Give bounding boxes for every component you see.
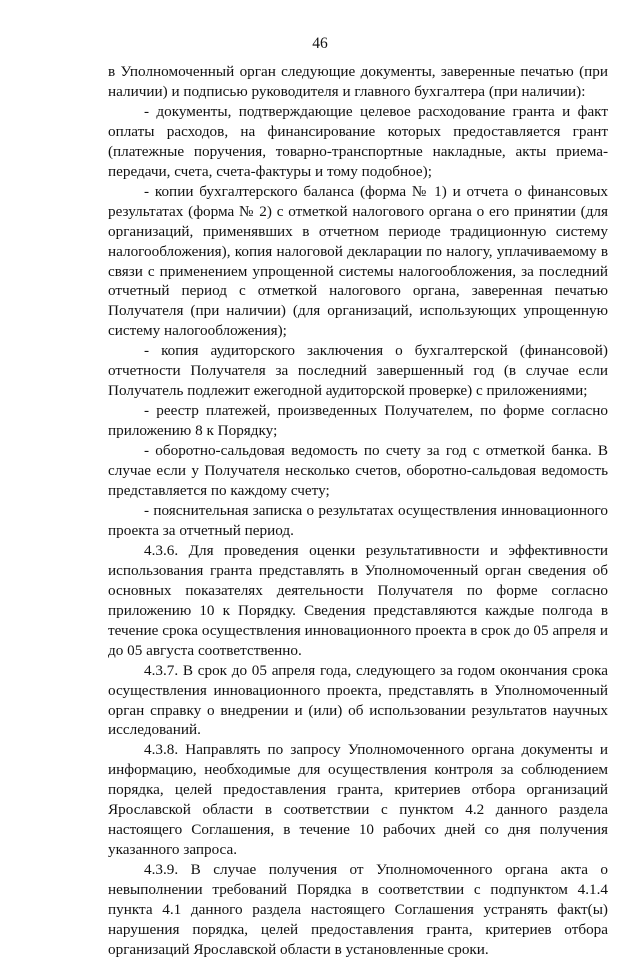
clause-4-3-6: 4.3.6. Для проведения оценки результативности и эффективности использования гранта представлять в Уполномоченный орган сведения об основных показателях деятельности Получателя по форме согласно приложению 10 к Порядку. Сведения представляются каждые полгода в течение срока осуществления инновационного проекта в срок до 05 апреля и до 05 августа соответственно. — [108, 541, 608, 659]
list-item-audit-report: - копия аудиторского заключения о бухгалтерской (финансовой) отчетности Получателя за последний завершенный год (в случае если Получатель подлежит ежегодной аудиторской проверке) с приложениями; — [108, 342, 608, 400]
page-number: 46 — [312, 35, 328, 52]
list-item-balance-copies: - копии бухгалтерского баланса (форма № 1) и отчета о финансовых результатах (форма № 2) с отметкой налогового органа о его принятии (для организаций, применявших в отчетном периоде традиционную систему налогообложения), копия налоговой декларации по налогу, уплачиваемому в связи с применением упрощенной системы налогообложения, за последний отчетный период с отметкой налогового органа, заверенная печатью Получателя (при наличии) (для организаций, использующих упрощенную систему налогообложения); — [108, 182, 608, 340]
clause-4-3-9: 4.3.9. В случае получения от Уполномоченного органа акта о невыполнении требований Порядка в соответствии с подпунктом 4.1.4 пункта 4.1 данного раздела настоящего Соглашения устранять факт(ы) нарушения порядка, целей предоставления гранта, критериев отбора организаций Ярославской области в установленные сроки. — [108, 861, 608, 958]
list-item-payment-documents: - документы, подтверждающие целевое расходование гранта и факт оплаты расходов, на финансирование которых предоставляется грант (платежные поручения, товарно-транспортные накладные, акты приема-передачи, счета, счета-фактуры и тому подобное); — [108, 102, 608, 180]
paragraph-intro: в Уполномоченный орган следующие документы, заверенные печатью (при наличии) и подписью руководителя и главного бухгалтера (при наличии): — [108, 63, 608, 100]
list-item-explanatory-note: - пояснительная записка о результатах осуществления инновационного проекта за отчетный период. — [108, 501, 608, 539]
list-item-turnover-statement: - оборотно-сальдовая ведомость по счету за год с отметкой банка. В случае если у Получателя несколько счетов, оборотно-сальдовая ведомость представляется по каждому счету; — [108, 442, 608, 500]
clause-4-3-8: 4.3.8. Направлять по запросу Уполномоченного органа документы и информацию, необходимые для осуществления контроля за соблюдением порядка, целей предоставления гранта, критериев отбора организаций Ярославской области в соответствии с пунктом 4.2 данного раздела настоящего Соглашения, в течение 10 рабочих дней со дня получения указанного запроса. — [108, 741, 608, 859]
list-item-payment-register: - реестр платежей, произведенных Получателем, по форме согласно приложению 8 к Порядку; — [108, 402, 608, 440]
clause-4-3-7: 4.3.7. В срок до 05 апреля года, следующего за годом окончания срока осуществления инновационного проекта, представлять в Уполномоченный орган справку о внедрении и (или) об использовании результатов научных исследований. — [108, 661, 608, 739]
document-body — [108, 62, 608, 960]
